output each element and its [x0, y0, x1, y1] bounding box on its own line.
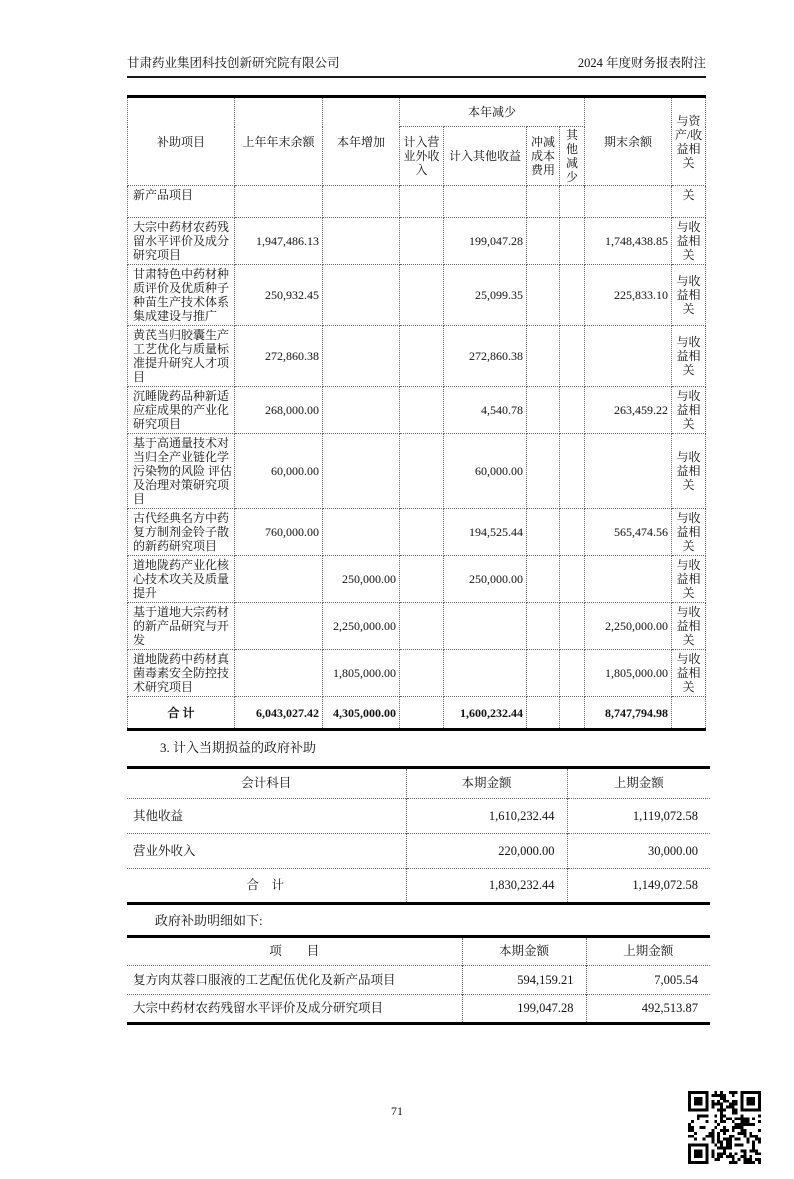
- section-3-title: 3. 计入当期损益的政府补助: [160, 740, 317, 755]
- subsidy-row-cell-project: 黄芪当归胶囊生产工艺优化与质量标准提升研究人才项目: [128, 326, 235, 387]
- subsidy-row: [128, 218, 706, 265]
- pl-table-body: [127, 799, 710, 869]
- subsidy-row-cell-prev: 60,000.00: [235, 434, 323, 509]
- subsidy-row-cell-offset: [527, 434, 560, 509]
- subsidy-row-cell-other_income: [444, 650, 527, 697]
- subsidy-row-cell-nonop: [400, 434, 444, 509]
- subsidy-row-cell-other_income: 199,047.28: [444, 218, 527, 265]
- subsidy-row-cell-offset: [527, 556, 560, 603]
- subsidy-row-cell-other: [560, 387, 585, 434]
- subsidy-row-cell-nonop: [400, 650, 444, 697]
- col-header-current-amount: 本期金额: [406, 768, 567, 799]
- subsidy-row-cell-other_income: 194,525.44: [444, 509, 527, 556]
- subsidy-row-cell-other_income: 250,000.00: [444, 556, 527, 603]
- subsidy-row-cell-other_income: [444, 186, 527, 218]
- subsidy-row: [128, 326, 706, 387]
- col-header-current-amount: 本期金额: [462, 937, 586, 966]
- subsidy-row-cell-other_income: 4,540.78: [444, 387, 527, 434]
- pl-total-current: 1,830,232.44: [406, 869, 567, 904]
- detail-row-cell-item: 复方肉苁蓉口服液的工艺配伍优化及新产品项目: [127, 966, 462, 995]
- subsidy-row-cell-end: 2,250,000.00: [585, 603, 672, 650]
- subsidy-row-cell-inc: [323, 434, 400, 509]
- subsidy-row-cell-project: 基于道地大宗药材的新产品研究与开发: [128, 603, 235, 650]
- total-increase: 4,305,000.00: [323, 697, 400, 730]
- company-name: 甘肃药业集团科技创新研究院有限公司: [127, 56, 340, 70]
- subsidy-row-cell-related: 关: [672, 186, 706, 218]
- subsidy-row-cell-end: 225,833.10: [585, 265, 672, 326]
- col-header-dec-other: 其他减少: [560, 127, 585, 186]
- pl-row-cell-current: 220,000.00: [406, 834, 567, 869]
- detail-row: [127, 966, 710, 995]
- pl-row-cell-current: 1,610,232.44: [406, 799, 567, 834]
- subsidy-row-cell-end: 1,748,438.85: [585, 218, 672, 265]
- subsidy-row-cell-nonop: [400, 603, 444, 650]
- pl-table-header: [127, 768, 710, 799]
- detail-row-cell-current: 594,159.21: [462, 966, 586, 995]
- subsidy-row-cell-other_income: 272,860.38: [444, 326, 527, 387]
- subsidy-row-cell-inc: [323, 218, 400, 265]
- subsidy-row-cell-prev: 250,932.45: [235, 265, 323, 326]
- subsidy-table-body: [128, 186, 706, 697]
- subsidy-row: [128, 265, 706, 326]
- subsidy-row-cell-prev: 760,000.00: [235, 509, 323, 556]
- subsidy-row-cell-inc: 250,000.00: [323, 556, 400, 603]
- subsidy-row-cell-project: 新产品项目: [128, 186, 235, 218]
- subsidy-row: [128, 509, 706, 556]
- total-end-balance: 8,747,794.98: [585, 697, 672, 730]
- subsidy-row-cell-end: 565,474.56: [585, 509, 672, 556]
- detail-row-cell-prior: 492,513.87: [586, 995, 710, 1024]
- col-header-prev-balance: 上年年末余额: [235, 97, 323, 186]
- subsidy-row-cell-prev: 272,860.38: [235, 326, 323, 387]
- subsidy-row-cell-prev: 1,947,486.13: [235, 218, 323, 265]
- subsidy-row-cell-related: 与收益相关: [672, 509, 706, 556]
- col-header-related: 与资产/收益相关: [672, 97, 706, 186]
- subsidy-row: [128, 603, 706, 650]
- subsidy-table-header: [128, 97, 706, 186]
- page-number: 71: [391, 1104, 403, 1118]
- subsidy-row-cell-nonop: [400, 509, 444, 556]
- subsidy-row-cell-prev: [235, 556, 323, 603]
- subsidy-row: [128, 556, 706, 603]
- detail-row-cell-current: 199,047.28: [462, 995, 586, 1024]
- subsidy-row-cell-nonop: [400, 186, 444, 218]
- subsidy-row: [128, 434, 706, 509]
- subsidy-row-cell-related: 与收益相关: [672, 326, 706, 387]
- subsidy-row-cell-related: 与收益相关: [672, 603, 706, 650]
- subsidy-row-cell-end: 263,459.22: [585, 387, 672, 434]
- subsidy-row-cell-other: [560, 556, 585, 603]
- subsidy-row-cell-prev: [235, 650, 323, 697]
- subsidy-row-cell-other: [560, 650, 585, 697]
- subsidy-row-cell-offset: [527, 650, 560, 697]
- pl-row-cell-account: 其他收益: [127, 799, 406, 834]
- header-row-1: [128, 97, 706, 127]
- col-header-item: 项 目: [269, 944, 320, 958]
- subsidy-row-cell-inc: [323, 387, 400, 434]
- pl-total-label: 合 计: [127, 869, 406, 904]
- detail-note: 政府补助明细如下:: [155, 913, 263, 928]
- subsidy-row-cell-offset: [527, 509, 560, 556]
- subsidy-row-cell-other: [560, 218, 585, 265]
- subsidy-row-cell-related: 与收益相关: [672, 265, 706, 326]
- total-label: 合 计: [128, 697, 235, 730]
- col-header-project: 补助项目: [128, 97, 235, 186]
- col-header-increase: 本年增加: [323, 97, 400, 186]
- subsidy-total-row: [128, 697, 706, 730]
- subsidy-row: [128, 650, 706, 697]
- subsidy-row-cell-inc: 1,805,000.00: [323, 650, 400, 697]
- total-related: [672, 697, 706, 730]
- col-header-dec-cost-offset: 冲减成本费用: [527, 127, 560, 186]
- subsidy-row-cell-offset: [527, 603, 560, 650]
- detail-header-row: [127, 937, 710, 966]
- pl-header-row: [127, 768, 710, 799]
- detail-row-cell-item: 大宗中药材农药残留水平评价及成分研究项目: [127, 995, 462, 1024]
- subsidy-row-cell-related: 与收益相关: [672, 387, 706, 434]
- pl-total-prior: 1,149,072.58: [567, 869, 710, 904]
- subsidy-row-cell-nonop: [400, 326, 444, 387]
- subsidy-row-cell-nonop: [400, 387, 444, 434]
- subsidy-row-cell-project: 大宗中药材农药残留水平评价及成分研究项目: [128, 218, 235, 265]
- subsidy-row-cell-project: 道地陇药产业化核心技术攻关及质量提升: [128, 556, 235, 603]
- subsidy-row-cell-project: 沉睡陇药品种新适应症成果的产业化研究项目: [128, 387, 235, 434]
- subsidy-row-cell-nonop: [400, 265, 444, 326]
- subsidy-row-cell-related: 与收益相关: [672, 556, 706, 603]
- subsidy-row-cell-related: 与收益相关: [672, 434, 706, 509]
- subsidy-row-cell-inc: 2,250,000.00: [323, 603, 400, 650]
- pl-row-cell-prior: 30,000.00: [567, 834, 710, 869]
- col-header-end-balance: 期末余额: [585, 97, 672, 186]
- subsidy-row-cell-other: [560, 434, 585, 509]
- subsidy-row-cell-inc: [323, 326, 400, 387]
- subsidy-row-cell-other_income: 60,000.00: [444, 434, 527, 509]
- subsidy-row-cell-inc: [323, 509, 400, 556]
- subsidy-row-cell-nonop: [400, 556, 444, 603]
- subsidy-row-cell-end: [585, 434, 672, 509]
- total-dec-other: [560, 697, 585, 730]
- total-dec-cost-offset: [527, 697, 560, 730]
- subsidy-row-cell-project: 基于高通量技术对当归全产业链化学污染物的风险 评估及治理对策研究项目: [128, 434, 235, 509]
- col-header-prior-amount: 上期金额: [586, 937, 710, 966]
- subsidy-row-cell-project: 古代经典名方中药复方制剂金铃子散的新药研究项目: [128, 509, 235, 556]
- detail-row: [127, 995, 710, 1024]
- col-header-dec-other-income: 计入其他收益: [444, 127, 527, 186]
- subsidy-row-cell-inc: [323, 265, 400, 326]
- subsidy-row-cell-inc: [323, 186, 400, 218]
- pl-row: [127, 799, 710, 834]
- detail-table-body: [127, 966, 710, 1024]
- subsidy-row-cell-nonop: [400, 218, 444, 265]
- subsidy-row-cell-other_income: [444, 603, 527, 650]
- total-prev-balance: 6,043,027.42: [235, 697, 323, 730]
- pl-row-cell-account: 营业外收入: [127, 834, 406, 869]
- subsidy-row-cell-prev: [235, 186, 323, 218]
- subsidy-row-cell-offset: [527, 387, 560, 434]
- subsidy-row-cell-related: 与收益相关: [672, 218, 706, 265]
- subsidy-row-cell-project: 甘肃特色中药材种质评价及优质种子种苗生产技术体系集成建设与推广: [128, 265, 235, 326]
- subsidy-row-cell-end: [585, 186, 672, 218]
- pl-total-row: [127, 869, 710, 904]
- subsidy-row-cell-prev: [235, 603, 323, 650]
- subsidy-table: [127, 95, 706, 731]
- subsidy-row-cell-end: [585, 556, 672, 603]
- subsidy-row-cell-offset: [527, 186, 560, 218]
- subsidy-row-cell-other: [560, 603, 585, 650]
- subsidy-row-cell-related: 与收益相关: [672, 650, 706, 697]
- subsidy-row-cell-end: 1,805,000.00: [585, 650, 672, 697]
- pl-row: [127, 834, 710, 869]
- subsidy-row: [128, 186, 706, 218]
- subsidy-row-cell-prev: 268,000.00: [235, 387, 323, 434]
- qr-code: [688, 1091, 761, 1164]
- col-header-prior-amount: 上期金额: [567, 768, 710, 799]
- subsidy-row-cell-other: [560, 326, 585, 387]
- pl-table-footer: [127, 869, 710, 904]
- subsidy-row-cell-offset: [527, 326, 560, 387]
- subsidy-row-cell-end: [585, 326, 672, 387]
- detail-table-header: [127, 937, 710, 966]
- document-header: [127, 56, 706, 78]
- subsidy-detail-table: [127, 935, 710, 1025]
- subsidy-row-cell-other_income: 25,099.35: [444, 265, 527, 326]
- subsidy-row: [128, 387, 706, 434]
- subsidy-row-cell-offset: [527, 218, 560, 265]
- report-title: 2024 年度财务报表附注: [577, 56, 706, 70]
- col-header-decrease-group: 本年减少: [400, 97, 585, 127]
- subsidy-row-cell-offset: [527, 265, 560, 326]
- page-content: [127, 56, 710, 1025]
- col-header-dec-nonop: 计入营业外收入: [400, 127, 444, 186]
- col-header-account: 会计科目: [241, 776, 292, 790]
- total-dec-other-income: 1,600,232.44: [444, 697, 527, 730]
- subsidy-row-cell-other: [560, 509, 585, 556]
- pl-subsidy-table: [127, 766, 710, 905]
- subsidy-row-cell-other: [560, 265, 585, 326]
- subsidy-row-cell-project: 道地陇药中药材真菌毒素安全防控技术研究项目: [128, 650, 235, 697]
- total-dec-nonop: [400, 697, 444, 730]
- subsidy-row-cell-other: [560, 186, 585, 218]
- subsidy-table-footer: [128, 697, 706, 730]
- detail-row-cell-prior: 7,005.54: [586, 966, 710, 995]
- pl-row-cell-prior: 1,119,072.58: [567, 799, 710, 834]
